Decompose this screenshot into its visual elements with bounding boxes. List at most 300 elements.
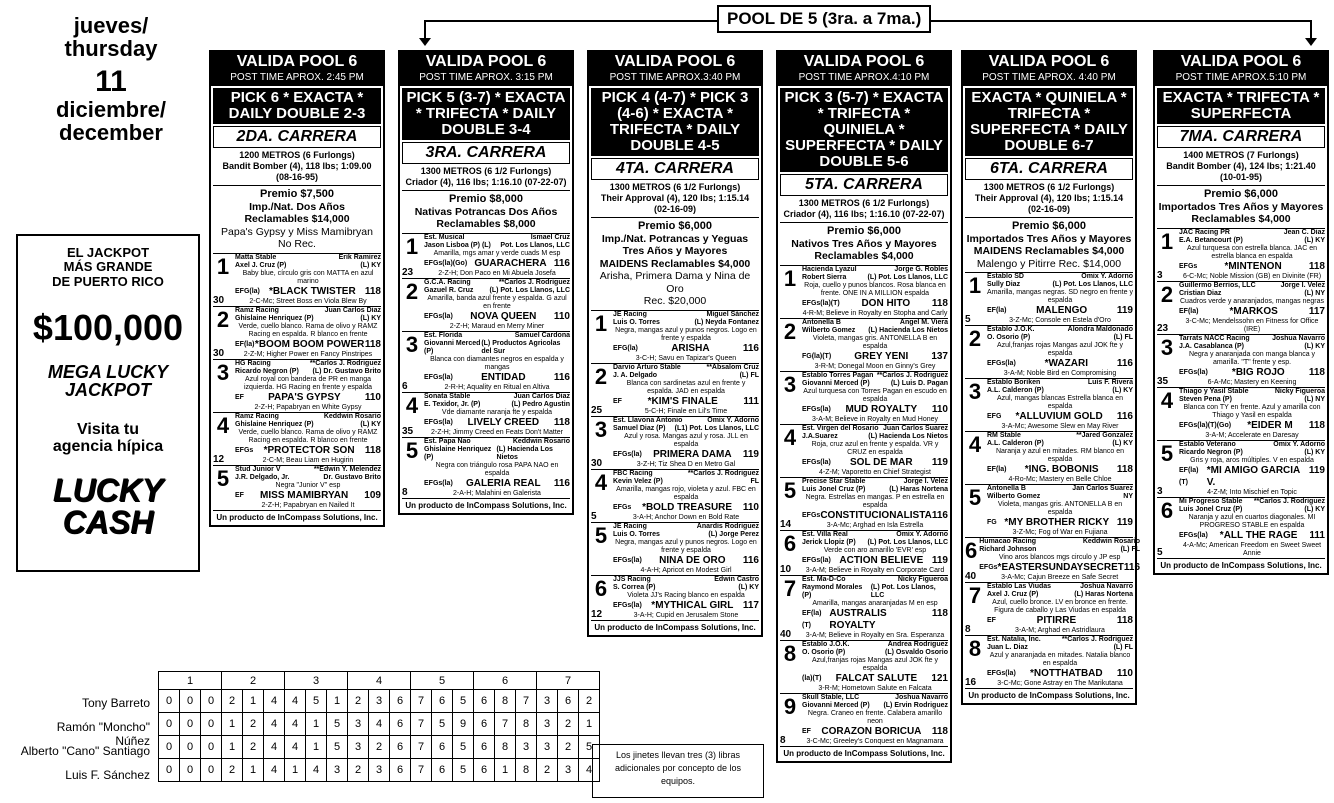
silks: Azul turquesa con Torres Pagan en escudo en espalda: [803, 387, 947, 403]
grid-cell: 4: [285, 736, 306, 759]
pool-header: VALIDA POOL 6: [398, 50, 574, 71]
post-position: 8: [783, 640, 797, 666]
weight: 110: [1116, 668, 1133, 679]
grid-cell: 3: [537, 690, 558, 713]
trainer: Juan Carlos Diaz: [513, 392, 570, 400]
grid-race-header: 1: [159, 672, 222, 690]
medication: EF: [987, 617, 996, 624]
grid-cell: 2: [243, 736, 264, 759]
odds-label: 23: [402, 266, 414, 278]
mega-line1: MEGA LUCKY: [47, 361, 169, 382]
weight: 116: [1123, 562, 1141, 573]
jockey: Robert Sierra: [802, 273, 847, 281]
jockey: Axel J. Cruz (P): [235, 261, 287, 269]
equipment: FL: [750, 477, 759, 485]
horse-name: DON HITO: [861, 297, 911, 309]
grid-cell: 3: [558, 759, 579, 782]
lucky-line1: LUCKY: [52, 472, 164, 509]
grid-cell: 0: [201, 759, 222, 782]
owner: RM Stable: [987, 432, 1021, 439]
weight: 116: [742, 554, 759, 566]
post-position: 6 5: [1157, 497, 1174, 558]
grid-cell: 9: [453, 713, 474, 736]
month-es: diciembre/: [55, 96, 167, 122]
odds-label: 3: [1157, 485, 1163, 497]
odds-label: 8: [965, 624, 971, 635]
grid-cell: 2: [558, 736, 579, 759]
bet-types: EXACTA * QUINIELA * TRIFECTA * SUPERFECTA * DAILY DOUBLE 6-7: [965, 88, 1133, 156]
medication: EFGs(la): [802, 458, 831, 466]
trainer: Alondra Maldonado: [1067, 326, 1133, 333]
trainer: Omix Y. Adorno: [1081, 273, 1133, 280]
jockey: Ghislaine Henriquez (P): [424, 445, 492, 461]
equipment: (L) KY: [1112, 387, 1133, 394]
weight: 118: [553, 416, 570, 428]
pedigree: 3-C-Mc; Mendelssohn en Fitness for Office (IRE): [1185, 317, 1319, 333]
pedigree: 6-C-Mc; Noble Mission (GB) en Divinite (FR): [1182, 272, 1322, 280]
silks: Naranja y azul en mitades. RM blanco en espalda: [995, 448, 1124, 463]
handicapper-name: Ramón "Moncho" Núñez: [56, 720, 150, 748]
grid-cell: 7: [411, 713, 432, 736]
horse-name: *MYTHICAL GIRL: [651, 599, 734, 611]
weight: 121: [931, 672, 948, 684]
trainer: Luis F. Rivera: [1087, 379, 1133, 386]
medication: EF(la)(T): [1179, 466, 1199, 486]
owner: Establo Torres Pagan: [802, 371, 874, 379]
grid-race-header: 5: [411, 672, 474, 690]
silks: Blanca con TY en frente. Azul y amarilla con Thiago y Yasil en espalda: [1183, 403, 1321, 419]
odds-label: 8: [402, 486, 408, 498]
trainer: Joshua Navarro: [1080, 583, 1133, 590]
grid-cell: 6: [432, 736, 453, 759]
race-title: 7MA. CARRERA: [1157, 126, 1325, 148]
owner: G.C.A. Racing: [424, 278, 471, 286]
horse-entry: [1157, 229, 1325, 282]
horse-entry: [965, 485, 1133, 538]
owner: Establo SD: [987, 273, 1024, 280]
pedigree: 4-Ro-Mc; Mastery en Belle Chloe: [1008, 476, 1112, 483]
bet-types: EXACTA * TRIFECTA * SUPERFECTA: [1157, 88, 1325, 124]
owner: JE Racing: [613, 522, 647, 530]
horse-name: *BLACK TWISTER: [269, 285, 356, 297]
grid-cell: 6: [474, 736, 495, 759]
post-position: 4 35: [402, 392, 419, 437]
grid-cell: 4: [264, 759, 285, 782]
horse-entry: [965, 432, 1133, 485]
jockey: Gazuel R. Cruz: [424, 286, 474, 294]
horse-entry: [1157, 441, 1325, 498]
horse-name: *KIM'S FINALE: [647, 395, 718, 407]
race-body: [587, 86, 763, 637]
equipment: (L) NY: [1304, 289, 1325, 297]
horse-name: ENTIDAD: [481, 371, 526, 383]
post-time: POST TIME APROX.3:40 PM: [587, 71, 763, 86]
horse-name: *ING. BOBONIS: [1024, 464, 1099, 475]
weight: 111: [1309, 529, 1325, 541]
jockey-weight-note: Los jinetes llevan tres (3) libras adicionales por concepto de los equipos.: [592, 744, 764, 798]
jockey: Giovanni Merced (P): [802, 701, 870, 709]
trainer: **Edwin Y. Melendez: [313, 465, 381, 473]
odds-label: 40: [780, 628, 792, 640]
post-position: 5: [968, 485, 982, 510]
horse-entry: [780, 576, 948, 641]
post-position: 7 8: [965, 583, 982, 635]
visit-line2: agencia hípica: [52, 438, 164, 456]
grid-cell: 7: [495, 713, 516, 736]
horse-name: *PROTECTOR SON: [263, 444, 355, 456]
silks: Roja, cruz azul en frente y espalda. VR y CRUZ en espalda: [811, 440, 939, 456]
race-prize: Premio $8,000 Nativas Potrancas Dos Años Reclamables $8,000: [402, 191, 570, 234]
medication: EFGs(la): [802, 405, 831, 413]
medication: EFGs(la): [424, 418, 453, 426]
race-distance: 1300 METROS (6 1/2 Furlongs) Criador (4), 116 lbs; 1:16.10 (07-22-07): [402, 164, 570, 191]
grid-race-header: 3: [285, 672, 348, 690]
race-prize: Premio $6,000 Importados Tres Años y Mayores Reclamables $4,000: [1157, 186, 1325, 229]
owner: Guillermo Berrios, LLC: [1179, 281, 1256, 289]
post-position: 2 23: [1157, 281, 1174, 334]
silks: Azul y rosa. Mangas azul y rosa. JLL en espalda: [624, 432, 748, 448]
pedigree: 3-C-H; Savu en Tapizar's Queen: [635, 354, 737, 362]
grid-cell: 8: [516, 713, 537, 736]
weight: 110: [364, 391, 381, 403]
trainer: Edwin Castro: [714, 575, 759, 583]
trainer: **Carlos J. Rodriguez: [498, 278, 570, 286]
grid-cell: 2: [348, 690, 369, 713]
medication: EFGs(la): [1179, 368, 1208, 376]
grid-race-header: 2: [222, 672, 285, 690]
owner: Establo Las Viudas: [987, 583, 1052, 590]
pedigree: 3-A-M; Believe in Royalty en Mud Honey: [811, 415, 939, 423]
grid-cell: 5: [327, 736, 348, 759]
equipment: (L) Neyda Fontanez: [694, 318, 759, 326]
silks: Negra y anaranjada con manga blanca y amarilla. "T" frente y esp.: [1188, 350, 1316, 366]
equipment: (L) KY: [738, 583, 759, 591]
grid-cell: 4: [264, 713, 285, 736]
horse-entry: [1157, 335, 1325, 388]
date-block: [36, 14, 186, 144]
horse-name: *WAZARI: [1044, 358, 1088, 369]
owner: Establo J.O.K.: [802, 640, 850, 648]
grid-cell: 5: [579, 736, 600, 759]
pedigree: 3-Z-Mc; Console en Estela d'Oro: [1009, 317, 1111, 324]
grid-cell: 1: [306, 736, 327, 759]
odds-label: 30: [213, 347, 225, 359]
equipment: (L) Pedro Agustin: [511, 400, 570, 408]
grid-cell: 0: [159, 713, 180, 736]
medication: (la)(T): [802, 674, 822, 682]
trainer: **Jared Gonzalez: [1076, 432, 1133, 439]
horse-entry: [780, 425, 948, 478]
horse-entry: [1157, 388, 1325, 441]
grid-cell: 2: [537, 759, 558, 782]
race-column: [398, 50, 574, 668]
race-body: [1153, 86, 1329, 575]
equipment: NY: [1123, 493, 1133, 500]
grid-cell: 3: [369, 759, 390, 782]
medication: EFGs(la): [424, 479, 453, 487]
horse-entry: [965, 379, 1133, 432]
weight: 119: [931, 456, 948, 468]
medication: EFGs: [802, 511, 821, 519]
weight: 118: [931, 725, 948, 737]
horse-entry: [213, 466, 381, 511]
silks: Verde con aro amarillo 'EVR' esp: [823, 546, 927, 554]
post-position: 4: [1160, 387, 1174, 413]
equipment: (L) KY: [1304, 236, 1325, 244]
grid-cell: 6: [474, 759, 495, 782]
grid-cell: 6: [390, 690, 411, 713]
pool-header: VALIDA POOL 6: [209, 50, 385, 71]
odds-label: 25: [591, 404, 603, 416]
pedigree: 5-C-H; Finale en Lil's Time: [644, 407, 728, 415]
silks: Azul royal con bandera de PR en manga izquierda. HG Racing en frente y espalda: [243, 375, 373, 391]
medication: EF: [235, 393, 244, 401]
trainer: Andrea Rodriguez: [887, 640, 948, 648]
horse-name: NINA DE ORO: [659, 554, 726, 566]
medication: EFGs(la): [987, 670, 1016, 677]
weight: 137: [931, 350, 948, 362]
grid-cell: 2: [369, 736, 390, 759]
grid-row: [159, 713, 600, 736]
silks: Amarilla, mgs amar y verde cuads M esp: [433, 249, 561, 257]
pedigree: 2-Z-H; Papabryan en Nailed It: [261, 501, 355, 509]
weight: 110: [553, 310, 570, 322]
equipment: (L) Pot. Los Llanos, LLC: [489, 286, 570, 294]
pedigree: 3-Z-H; Tiz Shea D en Metro Gal: [636, 460, 736, 468]
owner: Antonella B: [802, 318, 841, 326]
equipment: (L) FL: [1120, 546, 1141, 553]
jockey: Sully Diaz: [987, 281, 1021, 288]
horse-entry: [780, 478, 948, 531]
equipment: (L) KY: [1304, 448, 1325, 456]
medication: EF(la)(T): [802, 609, 822, 629]
visit-line1: Visita tu: [77, 420, 139, 438]
medication: FG: [987, 519, 997, 526]
silks: Blanca con sardinetas azul en frente y espalda. JAD en espalda: [626, 379, 746, 395]
horse-entry: [402, 438, 570, 499]
post-position: 1 23: [402, 233, 419, 278]
race-distance: 1300 METROS (6 1/2 Furlongs) Their Approval (4), 120 lbs; 1:15.14 (02-16-09): [591, 180, 759, 218]
post-position: 8 16: [965, 636, 982, 688]
trainer: Jan Carlos Suarez: [1072, 485, 1133, 492]
odds-label: 10: [780, 563, 792, 575]
post-position: 5 3: [1157, 440, 1174, 497]
grid-cell: 0: [159, 759, 180, 782]
horse-entry: [591, 417, 759, 470]
horse-entry: [213, 307, 381, 360]
grid-cell: 0: [180, 736, 201, 759]
horse-name: MISS MAMIBRYAN: [260, 489, 349, 501]
horse-name: ARISHA: [671, 342, 710, 354]
horse-entry: [965, 326, 1133, 379]
owner: Ramz Racing: [235, 412, 279, 420]
silks: Amarilla, mangas rojo, violeta y azul. FBC en espalda: [616, 485, 756, 501]
jockey: A.L. Calderon (P): [987, 387, 1044, 394]
pedigree: 2-Z-H; Don Paco en Mi Abuela Josefa: [438, 269, 556, 277]
silks: Azul turquesa con estrella blanca. JAC en estrella blanca en espalda: [1187, 244, 1317, 260]
month-en: december: [59, 119, 163, 145]
equipment: (L) Pot. Los Llanos, LLC: [870, 583, 936, 599]
grid-cell: 1: [579, 713, 600, 736]
medication: EF(la): [987, 466, 1007, 473]
race-body: [776, 86, 952, 763]
weight: 118: [1116, 464, 1133, 475]
pool-header: VALIDA POOL 6: [587, 50, 763, 71]
grid-cell: 3: [348, 736, 369, 759]
horse-entry: [213, 254, 381, 307]
trainer: **Carlos J. Rodriguez: [1253, 497, 1325, 505]
odds-label: 12: [213, 453, 225, 465]
medication: EFGs(la)(T): [802, 299, 840, 307]
pedigree: 3-R-M; Donegal Moon en Ginny's Grey: [814, 362, 936, 370]
pedigree: 4-A-H; Apricot en Modest Girl: [640, 566, 732, 574]
pedigree: 4-A-Mc; American Freedom en Sweet Sweet Annie: [1182, 541, 1322, 557]
owner: Thiago y Yasil Stable: [1179, 387, 1249, 395]
race-column: [961, 50, 1141, 795]
horse-name: *MY BROTHER RICKY: [1004, 517, 1110, 528]
race-title: 5TA. CARRERA: [780, 174, 948, 196]
grid-cell: 2: [222, 759, 243, 782]
horse-entry: [591, 470, 759, 523]
post-time: POST TIME APROX.4:10 PM: [776, 71, 952, 86]
day-number: 11: [95, 65, 127, 99]
grid-cell: 8: [495, 690, 516, 713]
odds-label: 8: [780, 734, 786, 746]
weight: 116: [742, 342, 759, 354]
grid-cell: 3: [369, 690, 390, 713]
equipment: Pot. Los Llanos, LLC: [500, 241, 570, 249]
pedigree: 3-A-Mc; Awesome Slew en May River: [1001, 423, 1119, 430]
weight: 116: [553, 371, 570, 383]
post-position: 4: [783, 424, 797, 450]
grid-cell: 5: [453, 736, 474, 759]
post-position: 6 40: [965, 538, 978, 582]
handicapper-name: Tony Barreto: [81, 696, 150, 710]
grid-cell: 0: [159, 736, 180, 759]
silks: Negra. Estrellas en mangas. P en estrella en espalda: [805, 493, 945, 509]
horse-entry: [780, 531, 948, 576]
trainer: Keddwin Rosario: [323, 412, 381, 420]
weight: 116: [1116, 358, 1133, 369]
jockey: Raymond Morales (P): [802, 583, 863, 599]
pedigree: 4-R-M; Believe in Royalty en Stopha and Carly: [802, 309, 948, 317]
pool5-bracket: [424, 4, 1312, 44]
jockey: Luis Jonel Cruz (P): [1179, 505, 1243, 513]
silks: Verde, cuello blanco. Rama de olivo y RAMZ Racing en espalda. R blanco en frente: [238, 428, 378, 444]
horse-name: *BOLD TREASURE: [642, 501, 733, 513]
race-body: [209, 86, 385, 527]
silks: Violeta, mangas gris. ANTONELLA B en espalda: [812, 334, 938, 350]
horse-name: FALCAT SALUTE: [835, 672, 918, 684]
silks: Azul, cuello bronce. LV en bronce en frente. Figura de caballo y Las Viudas en espalda: [992, 599, 1128, 614]
grid-cell: 2: [243, 713, 264, 736]
post-position: 3: [968, 379, 982, 404]
weekday-es: jueves/: [73, 13, 149, 38]
post-time: POST TIME APROX. 3:15 PM: [398, 71, 574, 86]
post-position: 1 3: [1157, 228, 1174, 281]
pedigree: 3-A-H; Cupid en Jerusalem Stone: [633, 611, 739, 619]
race-column: [209, 50, 385, 668]
medication: EFGs: [1179, 262, 1198, 270]
jockey: Luis Jonel Cruz (P): [802, 485, 866, 493]
race-distance: 1300 METROS (6 1/2 Furlongs) Criador (4), 116 lbs; 1:16.10 (07-22-07): [780, 196, 948, 223]
owner: Mi Progreso Stable: [1179, 497, 1243, 505]
weight: 109: [364, 489, 381, 501]
equipment: Dr. Gustavo Brito: [323, 473, 381, 481]
silks: Azul,franjas rojas Mangas azul JOK fte y espalda: [996, 342, 1124, 357]
race-column: [1153, 50, 1329, 742]
horse-name: ACTION BELIEVE: [839, 554, 924, 566]
grid-cell: 1: [243, 690, 264, 713]
weight: 118: [931, 607, 948, 619]
grid-cell: 5: [453, 759, 474, 782]
odds-label: 23: [1157, 322, 1169, 334]
owner: FBC Racing: [613, 469, 653, 477]
medication: EFGs(la): [424, 312, 453, 320]
weight: 119: [1116, 305, 1133, 316]
jockey: J. A. Delgado: [613, 371, 658, 379]
horse-entry: [965, 583, 1133, 636]
silks: Roja, cuello y punos blancos. Rosa blanca en frente. ONE IN A MILLION espalda: [804, 281, 946, 297]
horse-entry: [591, 364, 759, 417]
grid-cell: 1: [243, 759, 264, 782]
weight: 118: [1308, 260, 1325, 272]
weight: 118: [364, 338, 381, 350]
ad-line1: EL JACKPOT: [66, 245, 150, 260]
jockey: J.A.Suarez: [802, 432, 838, 440]
owner: Est. Florida: [424, 331, 463, 339]
post-position: 5: [594, 522, 608, 548]
horse-name: AUSTRALIS ROYALTY: [829, 607, 887, 631]
horse-entry: [402, 393, 570, 438]
weight: 116: [553, 257, 570, 269]
grid-cell: 4: [306, 759, 327, 782]
grid-cell: 8: [495, 736, 516, 759]
pool-header: VALIDA POOL 6: [961, 50, 1137, 71]
horse-entry: [780, 641, 948, 694]
pedigree: 2-C-M; Beau Liam en Hugirin: [262, 456, 354, 464]
horse-entry: [780, 372, 948, 425]
equipment: (L) Jorge Perez: [708, 530, 759, 538]
bet-types: PICK 4 (4-7) * PICK 3 (4-6) * EXACTA * TRIFECTA * DAILY DOUBLE 4-5: [591, 88, 759, 156]
equipment: (L) KY: [360, 314, 381, 322]
grid-cell: 2: [558, 713, 579, 736]
trainer: Jorge I. Velez: [1280, 281, 1325, 289]
bet-types: PICK 5 (3-7) * EXACTA * TRIFECTA * DAILY DOUBLE 3-4: [402, 88, 570, 140]
grid-cell: 7: [411, 736, 432, 759]
owner: Ramz Racing: [235, 306, 279, 314]
weight: 118: [931, 297, 948, 309]
post-position: 2: [405, 278, 419, 304]
pedigree: 3-A-M; Noble Bird en Compromising: [1003, 370, 1117, 377]
owner: Antonella B: [987, 485, 1026, 492]
owner: HG Racing: [235, 359, 271, 367]
owner: Hacienda Lyazul: [802, 265, 857, 273]
silks: Azul, mangas blancas Estrella blanca en espalda: [996, 395, 1124, 410]
medication: EF(la): [235, 340, 255, 348]
trainer: **Carlos J. Rodriguez: [876, 371, 948, 379]
owner: Tarrats NACC Racing: [1179, 334, 1250, 342]
jockey: Cristian Diaz: [1179, 289, 1222, 297]
post-position: 6 10: [780, 530, 797, 575]
trainer: **Absalom Cruz: [706, 363, 759, 371]
footer: Un producto de InCompass Solutions, Inc.: [594, 622, 756, 632]
odds-label: 35: [1157, 375, 1169, 387]
grid-cell: 1: [222, 736, 243, 759]
post-position: 7 40: [780, 575, 797, 640]
owner: Establo J.O.K.: [987, 326, 1035, 333]
silks: Amarilla, mangas anaranjadas M en esp: [812, 599, 938, 607]
